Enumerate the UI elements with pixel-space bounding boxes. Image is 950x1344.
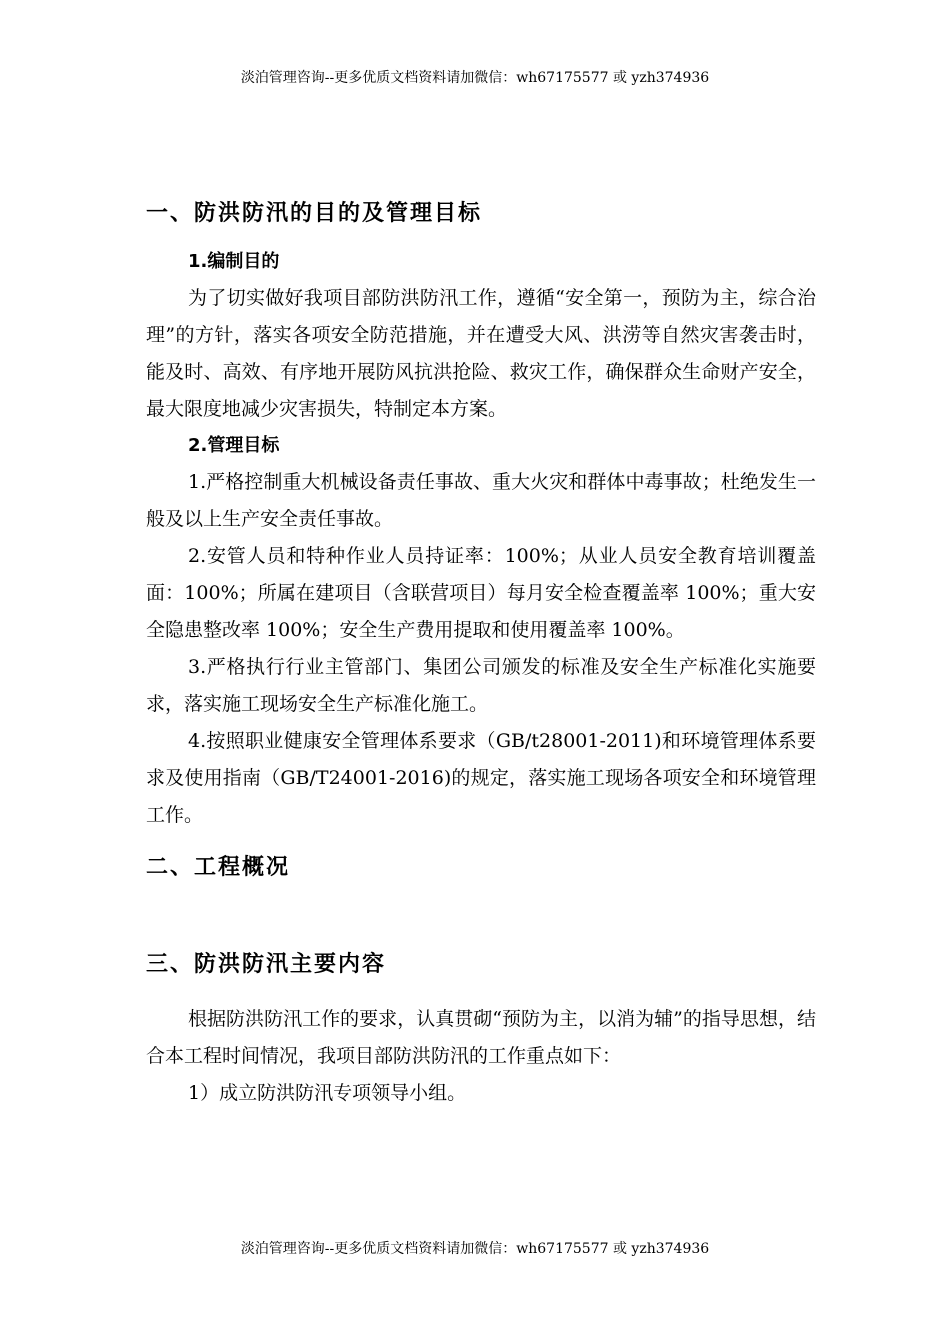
page-footer: 淡泊管理咨询--更多优质文档资料请加微信：wh67175577 或 yzh374936 bbox=[240, 1241, 710, 1257]
page-header: 淡泊管理咨询--更多优质文档资料请加微信：wh67175577 或 yzh374936 bbox=[240, 70, 710, 86]
purpose-paragraph: 为了切实做好我项目部防洪防汛工作，遵循“安全第一，预防为主，综合治理”的方针，落实各项安全防范措施，并在遭受大风、洪涝等自然灾害袭击时，能及时、高效、有序地开展防风抗洪抢险、救灾工作，确保群众生命财产安全，最大限度地减少灾害损失，特制定本方案。 bbox=[146, 287, 816, 420]
section-3-paragraph: 根据防洪防汛工作的要求，认真贯砌“预防为主，以消为辅”的指导思想，结合本工程时间情况，我项目部防洪防汛的工作重点如下： bbox=[146, 1008, 816, 1067]
subsection-2-title: 2.管理目标 bbox=[188, 435, 280, 456]
document-body bbox=[146, 196, 816, 1112]
section-2-title: 二、工程概况 bbox=[146, 855, 291, 880]
subsection-1-title: 1.编制目的 bbox=[188, 251, 280, 272]
section-3-title: 三、防洪防汛主要内容 bbox=[146, 952, 387, 977]
goal-item-3: 3.严格执行行业主管部门、集团公司颁发的标准及安全生产标准化实施要求，落实施工现场安全生产标准化施工。 bbox=[146, 656, 816, 715]
goal-item-4: 4.按照职业健康安全管理体系要求（GB/t28001-2011)和环境管理体系要求及使用指南（GB/T24001-2016)的规定，落实施工现场各项安全和环境管理工作。 bbox=[146, 730, 816, 826]
section-1-title: 一、防洪防汛的目的及管理目标 bbox=[146, 201, 483, 226]
section-3-item-1: 1）成立防洪防汛专项领导小组。 bbox=[188, 1082, 467, 1104]
goal-item-2: 2.安管人员和特种作业人员持证率：100%；从业人员安全教育培训覆盖面：100%；所属在建项目（含联营项目）每月安全检查覆盖率 100%；重大安全隐患整改率 100%；安全生产费用提取和使用覆盖率 100%。 bbox=[146, 545, 816, 641]
goal-item-1: 1.严格控制重大机械设备责任事故、重大火灾和群体中毒事故；杜绝发生一般及以上生产安全责任事故。 bbox=[146, 471, 816, 530]
